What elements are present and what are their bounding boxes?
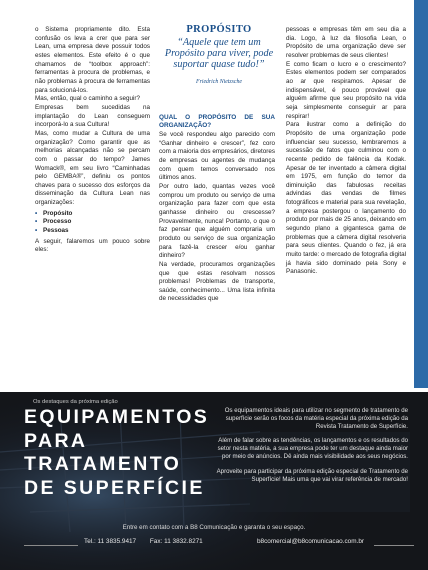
paragraph: o Sistema propriamente dito. Esta confusão os leva a crer que para ser Lean, uma empresa deve possuir todos estes elementos. Este efeito é o que chamamos de “toolbox approach”: ferramentas à procura de problemas, e não problemas à procura de ferramentas para solucioná-los. [35, 26, 150, 94]
divider [24, 545, 78, 546]
article-column-2 [159, 114, 275, 304]
ad-paragraph: Aproveite para participar da próxima edição especial de Tratamento de Superfície! Mais uma que vai virar referência de mercado! [216, 467, 408, 483]
list-item: • Propósito [35, 210, 150, 219]
fax-number: Fax: 11 3832.8271 [149, 538, 203, 545]
ad-title-line: DE SUPERFÍCIE [24, 476, 205, 499]
ad-contact-text: Entre em contato com a B8 Comunicação e garanta o seu espaço. [122, 524, 306, 531]
page-edge-bar [414, 0, 428, 388]
ad-title-line: PARA [24, 429, 88, 452]
quote-heading: PROPÓSITO [186, 24, 252, 35]
advertisement [0, 392, 428, 570]
list-item: • Pessoas [35, 227, 150, 236]
ad-kicker: Os destaques da próxima edição [33, 399, 118, 405]
article-column-3 [286, 26, 406, 277]
ad-paragraph: Os equipamentos ideais para utilizar no segmento de tratamento de superfície serão os focos da matéria especial da próxima edição da Revista Tratamento de Superfície. [224, 407, 408, 431]
phone-number: Tel.: 11 3835.9417 [84, 538, 137, 545]
key-points-list [35, 210, 150, 236]
ad-title-line: TRATAMENTO [24, 453, 182, 476]
email-link[interactable]: b8comercial@b8comunicacao.com.br [257, 538, 365, 545]
paragraph: Se você respondeu algo parecido com “Ganhar dinheiro e crescer”, fez coro com a maioria dos empresários, diretores de empresas ou agentes de mudança com quem temos conversado nos últimos anos. [159, 131, 275, 182]
paragraph: pessoas e empresas têm em seu dia a dia. Logo, à luz da filosofia Lean, o Propósito de uma organização deve ser resolver problemas de seus clientes! [286, 26, 406, 59]
quote-text: “Aquele que tem um Propósito para viver, pode suportar quase tudo!” [164, 37, 274, 70]
paragraph: E como ficam o lucro e o crescimento? Estes elementos podem ser comparados ao ar que respiramos. Apesar de indispensável, é pouco provável que alguém afirme que seu propósito na vida seja simplesmente conseguir ar para respirar! [286, 60, 406, 120]
divider [374, 545, 414, 546]
paragraph: Empresas bem sucedidas na implantação do Lean conseguem incorporá-lo a sua Cultura! [35, 103, 150, 129]
quote-author: Friedrich Nietzsche [196, 79, 242, 85]
paragraph: Na verdade, procuramos organizações que que estas resolvam nossos problemas! Problemas de transporte, saúde, conhecimento... Uma lista infinita de necessidades que [159, 260, 275, 303]
paragraph: A seguir, falaremos um pouco sobre eles: [35, 237, 150, 254]
section-heading: QUAL O PROPÓSITO DE SUA ORGANIZAÇÃO? [159, 114, 275, 129]
ad-title-line: EQUIPAMENTOS [24, 406, 210, 428]
ad-paragraph: Além de falar sobre as tendências, os lançamentos e os resultados do setor nesta matéria, a sua empresa pode ter um destaque ainda maior por meio de anúncios. Dê ainda mais visibilidade aos seus negócios. [217, 437, 408, 461]
article-column-1 [35, 26, 150, 255]
paragraph: Para ilustrar como a definição do Propósito de uma organização pode influenciar seu sucesso, lembraremos a sucessão de fatos que culminou com o recente pedido de falência da Kodak. Apesar de ter inventado a câmera digital em 1975, em função do temor da diminuição das fabulosas receitas advindas das vendas de filmes fotográficos e material para sua revelação, a empresa postergou o lançamento do produto por mais de 25 anos, deixando em segundo plano a gigantesca gama de problemas que a câmera digital resolveria para seus clientes. Quando o fez, já era muito tarde: o mercado de fotografia digital já havia sido dominado pela Sony e Panasonic. [286, 121, 406, 276]
paragraph: Mas, como mudar a Cultura de uma organização? Como garantir que as melhorias alcançadas não se percam com o passar do tempo? James Womack®, em seu livro “Caminhadas pelo GEMBA®”, definiu os pontos chaves para o sucesso dos esforços da disseminação da Cultura Lean nas organizações: [35, 129, 150, 207]
paragraph: Mas, então, qual o caminho a seguir? [35, 95, 141, 103]
ad-title [24, 406, 209, 500]
ad-body-copy [212, 407, 408, 490]
pull-quote [159, 24, 279, 85]
paragraph: Por outro lado, quantas vezes você comprou um produto ou serviço de uma organização para fazer com que esta ganhasse dinheiro ou crescesse? Provavelmente, nunca! Portanto, o que o faz pensar que alguém compraria um produto ou serviço de sua organização para fazê-la crescer e/ou ganhar dinheiro? [159, 182, 275, 260]
ad-phone-numbers [84, 538, 215, 545]
list-item: • Processo [35, 218, 150, 227]
